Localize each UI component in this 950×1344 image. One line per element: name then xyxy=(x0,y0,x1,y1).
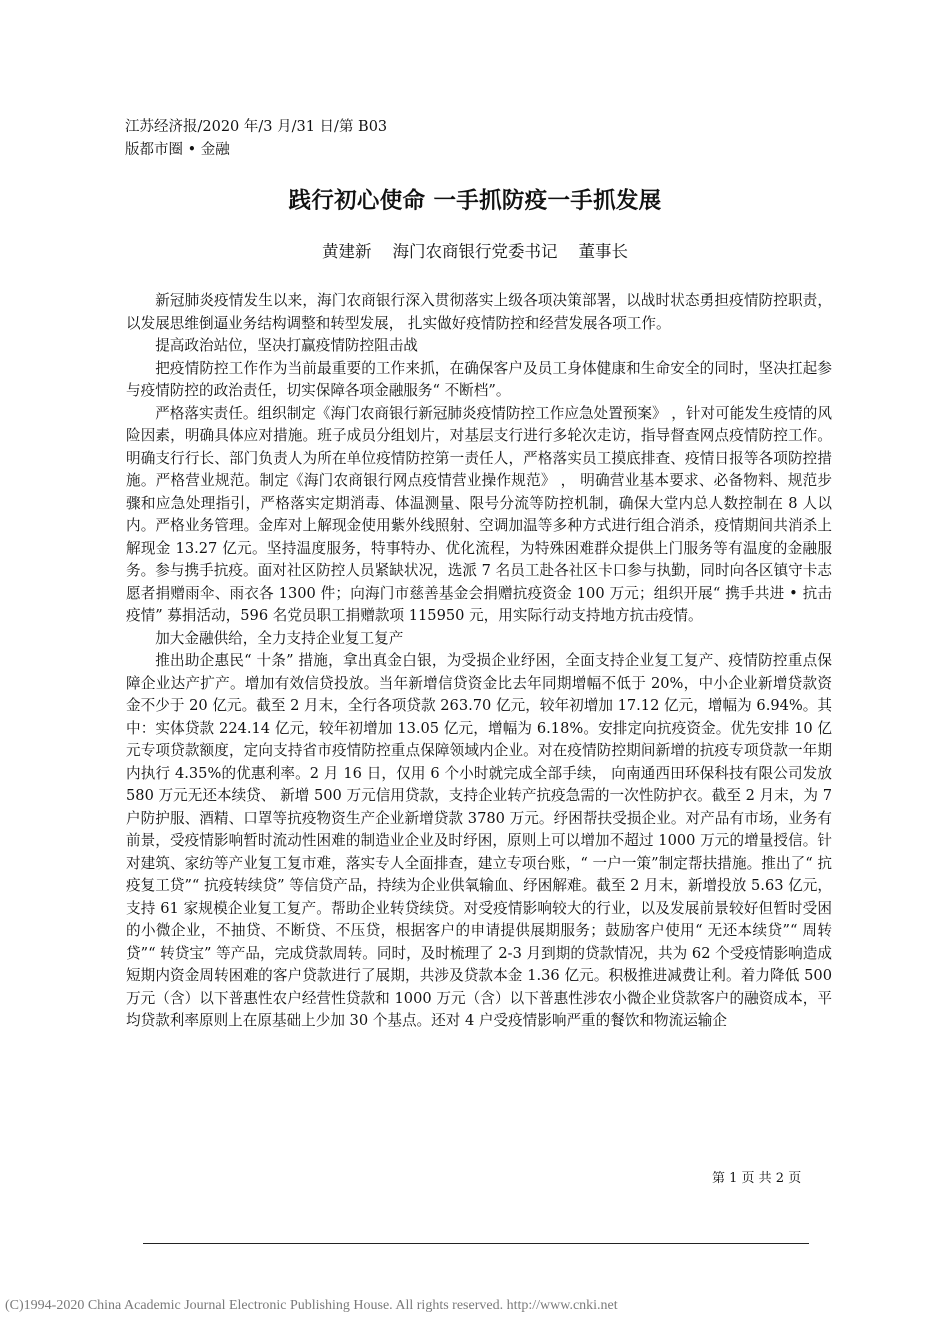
paragraph: 把疫情防控工作作为当前最重要的工作来抓，在确保客户及员工身体健康和生命安全的同时，坚决扛起参与疫情防控的政治责任，切实保障各项金融服务“ 不断档”。 xyxy=(126,359,832,399)
paragraph: 新冠肺炎疫情发生以来，海门农商银行深入贯彻落实上级各项决策部署，以战时状态勇担疫情防控职责， 以发展思维倒逼业务结构调整和转型发展， 扎实做好疫情防控和经营发展各项工作。 xyxy=(126,292,832,332)
paragraph: 严格落实责任。组织制定《海门农商银行新冠肺炎疫情防控工作应急处置预案》 ，针对可能发生疫情的风险因素，明确具体应对措施。班子成员分组划片，对基层支行进行多轮次走访，指导督查网点疫情防控工作。明确支行行长、部门负责人为所在单位疫情防控第一责任人，严格落实员工摸底排查、疫情日报等各项防控措施。严格营业规范。制定《海门农商银行网点疫情营业操作规范》 ， 明确营业基本要求、必备物料、规范步骤和应急处理指引，严格落实定期消毒、体温测量、限号分流等防控机制，确保大堂内总人数控制在 8 人以内。严格业务管理。金库对上解现金使用紫外线照射、空调加温等多种方式进行组合消杀，疫情期间共消杀上解现金 13.27 亿元。坚持温度服务，特事特办、优化流程，为特殊困难群众提供上门服务等有温度的金融服务。参与携手抗疫。面对社区防控人员紧缺状况，选派 7 名员工赴各社区卡口参与执勤，同时向各区镇守卡志愿者捐赠雨伞、雨衣各 1300 件；向海门市慈善基金会捐赠抗疫资金 100 万元；组织开展“ 携手共进 • 抗击疫情” 募捐活动，596 名党员职工捐赠款项 115950 元，用实际行动支持地方抗击疫情。 xyxy=(126,404,832,624)
article-title: 践行初心使命 一手抓防疫一手抓发展 xyxy=(288,188,662,214)
paragraph: 提高政治站位，坚决打赢疫情防控阻击战 xyxy=(155,337,418,354)
paragraph: 加大金融供给，全力支持企业复工复产 xyxy=(155,629,404,647)
source-line: 江苏经济报/2020 年/3 月/31 日/第 B03 xyxy=(125,119,388,135)
article-body xyxy=(126,290,832,1033)
section-line: 版都市圈 • 金融 xyxy=(125,142,230,158)
footer-divider xyxy=(143,1243,809,1244)
copyright-watermark: (C)1994-2020 China Academic Journal Electronic Publishing House. All rights reserved. http://www.cnki.net xyxy=(5,1298,618,1313)
paragraph: 推出助企惠民“ 十条” 措施，拿出真金白银，为受损企业纾困，全面支持企业复工复产、疫情防控重点保障企业达产扩产。增加有效信贷投放。当年新增信贷资金比去年同期增幅不低于 20%，中小企业新增贷款资金不少于 20 亿元。截至 2 月末，全行各项贷款 263.70 亿元，较年初增加 17.12 亿元，增幅为 6.94%。其中：实体贷款 224.14 亿元，较年初增加 13.05 亿元，增幅为 6.18%。安排定向抗疫资金。优先安排 10 亿元专项贷款额度，定向支持省市疫情防控重点保障领域内企业。对在疫情防控期间新增的抗疫专项贷款一年期内执行 4.35%的优惠利率。2 月 16 日，仅用 6 个小时就完成全部手续， 向南通西田环保科技有限公司发放 580 万元无还本续贷、 新增 500 万元信用贷款，支持企业转产抗疫急需的一次性防护衣。截至 2 月末，为 7 户防护服、酒精、口罩等抗疫物资生产企业新增贷款 3780 万元。纾困帮扶受损企业。对产品有市场，业务有前景，受疫情影响暂时流动性困难的制造业企业及时纾困，原则上可以增加不超过 1000 万元的增量授信。针对建筑、家纺等产业复工复市难，落实专人全面排查，建立专项台账，“ 一户一策”制定帮扶措施。推出了“ 抗疫复工贷”“ 抗疫转续贷” 等信贷产品，持续为企业供氧输血、纾困解难。截至 2 月末，新增投放 5.63 亿元，支持 61 家规模企业复工复产。帮助企业转贷续贷。对受疫情影响较大的行业，以及发展前景较好但暂时受困的小微企业，不抽贷、不断贷、不压贷，根据客户的申请提供展期服务；鼓励客户使用“ 无还本续贷”“ 周转贷”“ 转贷宝” 等产品，完成贷款周转。同时，及时梳理了 2-3 月到期的贷款情况，共为 62 个受疫情影响造成短期内资金周转困难的客户贷款进行了展期，共涉及贷款本金 1.36 亿元。积极推进减费让利。着力降低 500 万元（含）以下普惠性农户经营性贷款和 1000 万元（含）以下普惠性涉农小微企业贷款客户的融资成本，平均贷款利率原则上在原基础上少加 30 个基点。还对 4 户受疫情影响严重的餐饮和物流运输企 xyxy=(126,652,832,1029)
page-indicator: 第 1 页 共 2 页 xyxy=(712,1171,802,1186)
article-author: 黄建新 海门农商银行党委书记 董事长 xyxy=(322,242,628,261)
